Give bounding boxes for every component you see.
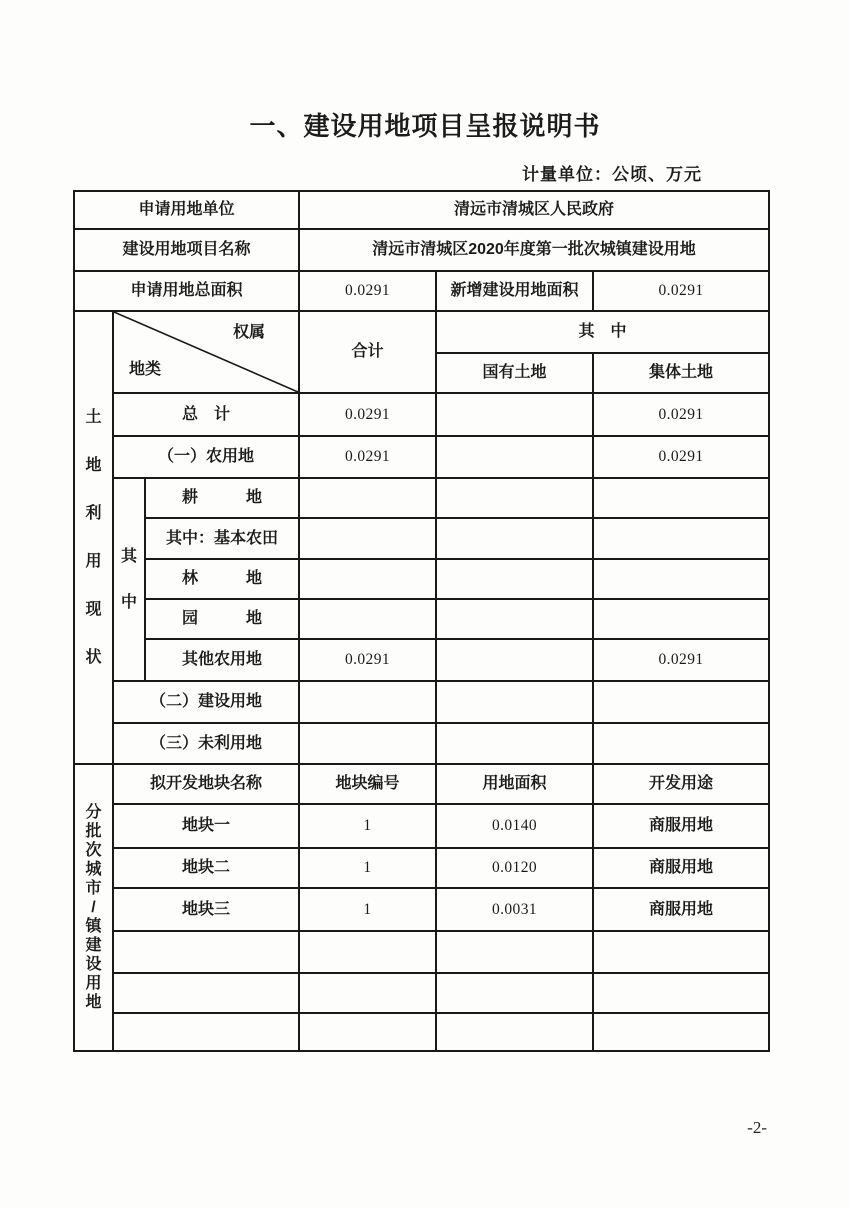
total-area-label-cell: 申请用地总面积 (75, 272, 300, 312)
diagonal-line (114, 312, 298, 392)
land-use-collective-cell: 0.0291 (594, 394, 770, 437)
land-use-collective-cell (594, 560, 770, 600)
batch-section-label: 分 批 次 城 市 / 镇 建 设 用 地 (75, 765, 114, 1052)
land-application-table (73, 190, 770, 1052)
unit-note: 计量单位：公顷、万元 (522, 165, 702, 184)
land-use-row-label: （二）建设用地 (114, 682, 300, 724)
batch-col-header-number: 地块编号 (300, 765, 437, 805)
plot-use-cell (594, 1014, 770, 1052)
among-side-label: 其 中 (114, 479, 146, 682)
land-use-collective-cell (594, 519, 770, 560)
plot-area-cell (437, 974, 594, 1014)
new-area-value-cell: 0.0291 (594, 272, 770, 312)
plot-number-cell: 1 (300, 805, 437, 849)
plot-name-cell: 地块二 (114, 849, 300, 889)
land-use-state-cell (437, 479, 594, 519)
project-name-value-cell: 清远市清城区2020年度第一批次城镇建设用地 (300, 230, 770, 272)
plot-use-cell: 商服用地 (594, 889, 770, 932)
diagonal-header-cell (114, 312, 300, 394)
plot-area-cell: 0.0031 (437, 889, 594, 932)
plot-name-cell: 地块一 (114, 805, 300, 849)
plot-name-cell: 地块三 (114, 889, 300, 932)
land-use-total-cell (300, 682, 437, 724)
new-area-label-cell: 新增建设用地面积 (437, 272, 594, 312)
page-number: -2- (747, 1118, 767, 1137)
plot-area-cell: 0.0120 (437, 849, 594, 889)
land-use-row-label: 其他农用地 (146, 640, 300, 682)
plot-number-cell (300, 974, 437, 1014)
land-use-state-cell (437, 640, 594, 682)
batch-col-header-use: 开发用途 (594, 765, 770, 805)
land-use-total-cell: 0.0291 (300, 437, 437, 479)
col-header-total: 合计 (300, 312, 437, 394)
land-use-state-cell (437, 724, 594, 765)
land-use-row-label: 林 地 (146, 560, 300, 600)
plot-use-cell: 商服用地 (594, 805, 770, 849)
total-area-value-cell: 0.0291 (300, 272, 437, 312)
land-use-row-label: （三）未利用地 (114, 724, 300, 765)
land-use-collective-cell (594, 682, 770, 724)
land-use-total-cell: 0.0291 (300, 394, 437, 437)
land-use-total-cell (300, 724, 437, 765)
land-use-collective-cell (594, 600, 770, 640)
land-use-total-cell (300, 600, 437, 640)
page-title: 一、建设用地项目呈报说明书 (249, 111, 601, 141)
plot-use-cell (594, 932, 770, 974)
plot-number-cell (300, 1014, 437, 1052)
plot-name-cell (114, 974, 300, 1014)
land-use-collective-cell (594, 724, 770, 765)
col-header-among: 其 中 (437, 312, 770, 354)
land-use-total-cell (300, 479, 437, 519)
plot-use-cell (594, 974, 770, 1014)
plot-number-cell: 1 (300, 849, 437, 889)
land-use-collective-cell: 0.0291 (594, 437, 770, 479)
project-name-label-cell: 建设用地项目名称 (75, 230, 300, 272)
land-use-collective-cell: 0.0291 (594, 640, 770, 682)
plot-area-cell: 0.0140 (437, 805, 594, 849)
land-use-section-label: 土 地 利 用 现 状 (75, 312, 114, 765)
plot-name-cell (114, 932, 300, 974)
land-use-state-cell (437, 437, 594, 479)
land-use-state-cell (437, 560, 594, 600)
applicant-value-cell: 清远市清城区人民政府 (300, 192, 770, 230)
land-use-total-cell (300, 560, 437, 600)
land-type-header: 地类 (129, 361, 162, 378)
plot-area-cell (437, 1014, 594, 1052)
land-use-state-cell (437, 394, 594, 437)
land-use-state-cell (437, 600, 594, 640)
land-use-total-cell: 0.0291 (300, 640, 437, 682)
land-use-total-cell (300, 519, 437, 560)
land-use-row-label: （一）农用地 (114, 437, 300, 479)
batch-col-header-name: 拟开发地块名称 (114, 765, 300, 805)
plot-number-cell: 1 (300, 889, 437, 932)
plot-area-cell (437, 932, 594, 974)
col-header-state-land: 国有土地 (437, 354, 594, 394)
plot-use-cell: 商服用地 (594, 849, 770, 889)
plot-number-cell (300, 932, 437, 974)
plot-name-cell (114, 1014, 300, 1052)
land-use-row-label: 园 地 (146, 600, 300, 640)
ownership-header: 权属 (232, 324, 265, 341)
batch-col-header-area: 用地面积 (437, 765, 594, 805)
land-use-row-label: 总 计 (114, 394, 300, 437)
col-header-collective-land: 集体土地 (594, 354, 770, 394)
land-use-row-label: 耕 地 (146, 479, 300, 519)
applicant-label-cell: 申请用地单位 (75, 192, 300, 230)
land-use-state-cell (437, 519, 594, 560)
land-use-collective-cell (594, 479, 770, 519)
land-use-state-cell (437, 682, 594, 724)
land-use-row-label: 其中：基本农田 (146, 519, 300, 560)
